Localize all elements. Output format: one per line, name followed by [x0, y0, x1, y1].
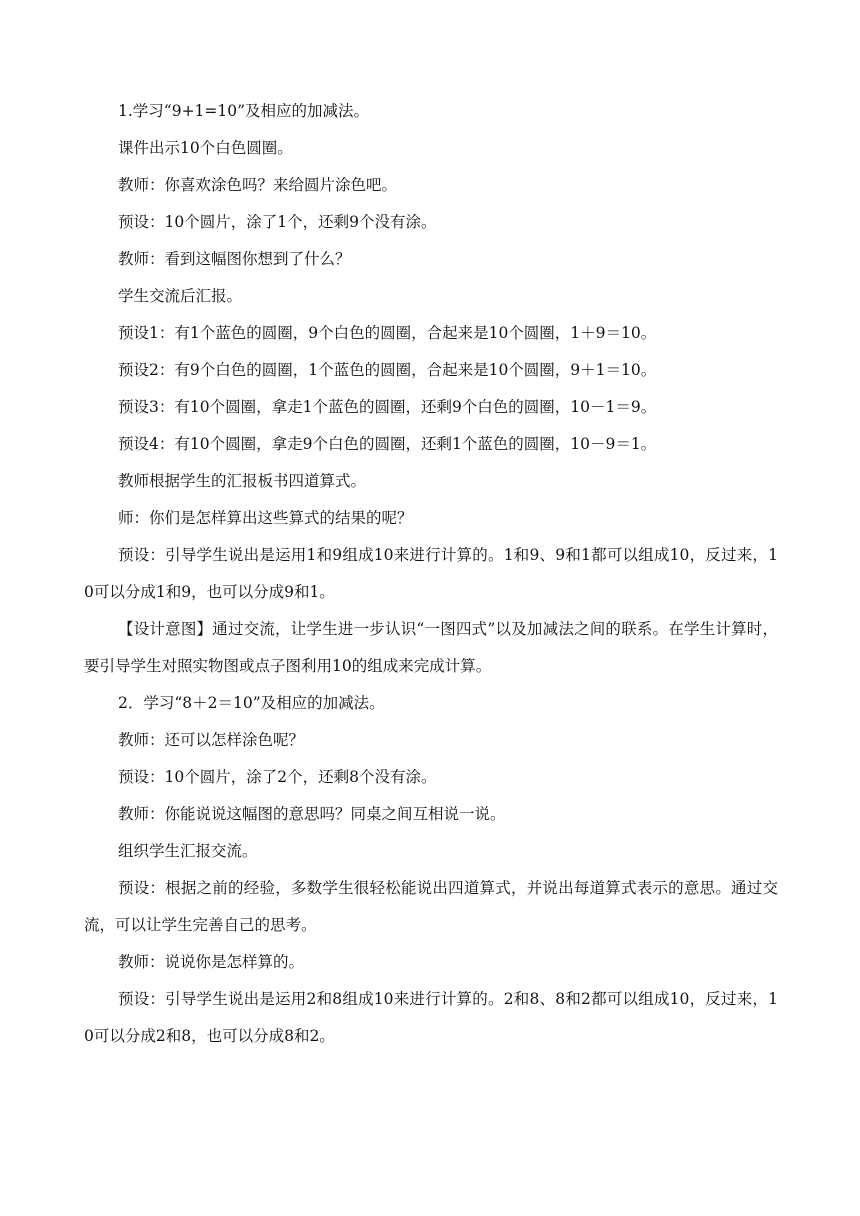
paragraph: 教师：看到这幅图你想到了什么？	[118, 250, 351, 268]
paragraph-heading-2: 2．学习“8＋2＝10”及相应的加减法。	[118, 694, 385, 712]
paragraph: 预设：引导学生说出是运用1和9组成10来进行计算的。1和9、9和1都可以组成10，反过来，10可以分成1和9，也可以分成9和1。	[84, 546, 778, 601]
paragraph: 组织学生汇报交流。	[118, 842, 258, 860]
paragraph: 预设：10个圆片，涂了2个，还剩8个没有涂。	[118, 768, 437, 786]
paragraph: 预设：引导学生说出是运用2和8组成10来进行计算的。2和8、8和2都可以组成10，反过来，10可以分成2和8，也可以分成8和2。	[84, 990, 778, 1045]
paragraph: 预设：根据之前的经验，多数学生很轻松能说出四道算式，并说出每道算式表示的意思。通过交流，可以让学生完善自己的思考。	[84, 879, 778, 934]
paragraph: 课件出示10个白色圆圈。	[118, 139, 293, 157]
paragraph: 教师：你能说说这幅图的意思吗？同桌之间互相说一说。	[118, 805, 506, 823]
paragraph-heading-1: 1.学习“9+1=10”及相应的加减法。	[118, 102, 370, 120]
paragraph: 预设1：有1个蓝色的圆圈，9个白色的圆圈，合起来是10个圆圈，1＋9＝10。	[118, 324, 657, 342]
document-body	[84, 93, 778, 1055]
paragraph: 教师：你喜欢涂色吗？来给圆片涂色吧。	[118, 176, 398, 194]
paragraph: 预设2：有9个白色的圆圈，1个蓝色的圆圈，合起来是10个圆圈，9＋1＝10。	[118, 361, 657, 379]
paragraph: 学生交流后汇报。	[118, 287, 243, 305]
paragraph: 师：你们是怎样算出这些算式的结果的呢？	[118, 509, 413, 527]
paragraph: 预设4：有10个圆圈，拿走9个白色的圆圈，还剩1个蓝色的圆圈，10－9＝1。	[118, 435, 657, 453]
paragraph: 教师：说说你是怎样算的。	[118, 953, 305, 971]
paragraph: 教师：还可以怎样涂色呢？	[118, 731, 305, 749]
paragraph: 预设：10个圆片，涂了1个，还剩9个没有涂。	[118, 213, 437, 231]
paragraph: 教师根据学生的汇报板书四道算式。	[118, 472, 367, 490]
paragraph: 预设3：有10个圆圈，拿走1个蓝色的圆圈，还剩9个白色的圆圈，10－1＝9。	[118, 398, 657, 416]
design-intent-paragraph: 【设计意图】通过交流，让学生进一步认识“一图四式”以及加减法之间的联系。在学生计算时，要引导学生对照实物图或点子图利用10的组成来完成计算。	[84, 620, 778, 675]
